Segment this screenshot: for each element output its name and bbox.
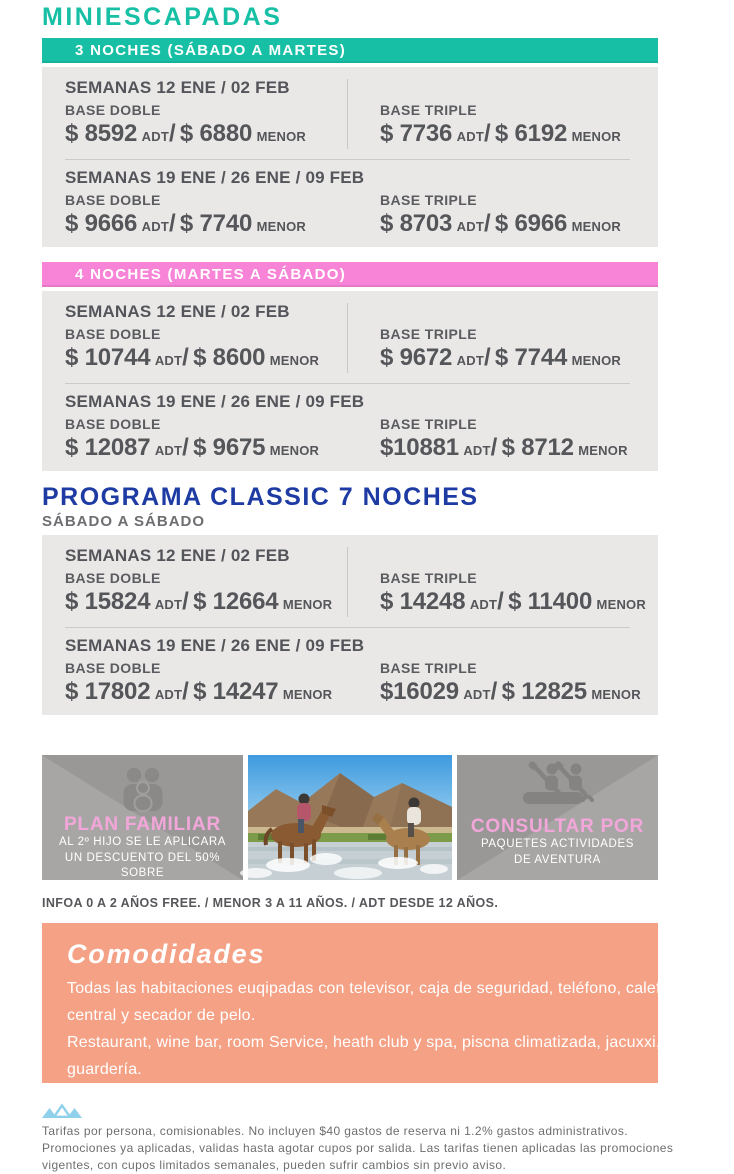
plan-familiar-title: PLAN FAMILIAR — [63, 814, 222, 835]
price-box-3-noches — [42, 67, 658, 247]
adventure-title: CONSULTAR POR — [470, 816, 645, 837]
price-row — [65, 168, 658, 241]
menor-label: MENOR — [571, 219, 621, 234]
price-adt: $ 10744 — [65, 344, 151, 371]
plan-familiar-line: LA TARIFA DE ADULTO. — [73, 882, 212, 895]
plan-familiar-card — [42, 755, 243, 895]
slash: / — [497, 588, 504, 615]
amenities-title: Comodidades — [67, 939, 266, 969]
menor-label: MENOR — [571, 129, 621, 144]
adt-label: ADT — [456, 219, 484, 234]
price-adt: $ 17802 — [65, 678, 151, 705]
age-info: INFOA 0 A 2 AÑOS FREE. / MENOR 3 A 11 AÑOS. / ADT DESDE 12 AÑOS. — [42, 896, 499, 910]
adt-label: ADT — [154, 687, 183, 702]
base-label: BASE TRIPLE — [380, 660, 477, 676]
base-label: BASE DOBLE — [65, 570, 161, 586]
base-triple-block — [380, 101, 658, 151]
slash: / — [182, 344, 189, 371]
adt-label: ADT — [469, 597, 498, 612]
base-label: BASE DOBLE — [65, 102, 161, 118]
adt-label: ADT — [154, 597, 183, 612]
price-line — [380, 433, 658, 465]
menor-label: MENOR — [282, 687, 333, 702]
base-doble-block — [65, 191, 380, 241]
column-divider — [347, 79, 348, 149]
page-title: MINIESCAPADAS — [42, 3, 283, 31]
flyer-page — [42, 3, 734, 1174]
base-triple-block — [380, 659, 658, 709]
row-separator — [65, 383, 630, 384]
price-row — [65, 78, 658, 151]
footer-line: Tarifas por persona, comisionables. No incluyen $40 gastos de reserva ni 1.2% gastos administrativos. — [42, 1124, 629, 1138]
slash: / — [182, 588, 189, 615]
column-divider — [347, 547, 348, 617]
base-label: BASE TRIPLE — [380, 326, 477, 342]
price-row — [65, 392, 658, 465]
base-triple-block — [380, 415, 658, 465]
footer-line: vigentes, con cupos limitados semanales, pueden sufrir cambios sin previo aviso. — [42, 1158, 507, 1172]
price-adt: $ 8592 — [65, 120, 138, 147]
price-menor: $ 14247 — [193, 678, 279, 705]
section-classic-7-noches — [42, 483, 658, 715]
price-box-classic — [42, 535, 658, 715]
slash: / — [490, 678, 498, 705]
adt-label: ADT — [141, 219, 169, 234]
price-line — [65, 587, 380, 619]
price-menor: $ 7740 — [179, 210, 253, 237]
menor-label: MENOR — [269, 443, 320, 458]
weeks-heading: SEMANAS 12 ENE / 02 FEB — [65, 546, 290, 565]
menor-label: MENOR — [571, 353, 621, 368]
menor-label: MENOR — [596, 597, 646, 612]
base-label: BASE DOBLE — [65, 326, 161, 342]
mountains-logo-icon — [42, 1103, 658, 1118]
weeks-heading: SEMANAS 19 ENE / 26 ENE / 09 FEB — [65, 392, 365, 411]
base-triple-block — [380, 191, 658, 241]
amenities-line: Restaurant, wine bar, room Service, heath club y spa, piscna climatizada, jacuxxi, kids club, — [67, 1034, 734, 1051]
price-row — [65, 546, 658, 619]
price-adt: $ 9672 — [380, 344, 453, 371]
slash: / — [169, 120, 176, 147]
section-3-noches — [42, 38, 658, 247]
price-adt: $ 8703 — [380, 210, 453, 237]
adt-label: ADT — [456, 129, 484, 144]
slash: / — [169, 210, 176, 237]
row-separator — [65, 627, 630, 628]
menor-label: MENOR — [256, 219, 306, 234]
base-label: BASE TRIPLE — [380, 570, 477, 586]
base-label: BASE TRIPLE — [380, 102, 477, 118]
price-line — [65, 209, 380, 241]
adventure-line: PAQUETES ACTIVIDADES — [480, 838, 634, 850]
amenities-line: central y secador de pelo. — [67, 1007, 256, 1024]
amenities-line: guardería. — [67, 1061, 142, 1078]
rafting-icon — [457, 762, 658, 815]
price-line — [380, 119, 658, 151]
menor-label: MENOR — [578, 443, 628, 458]
adt-label: ADT — [154, 353, 183, 368]
base-doble-block — [65, 569, 380, 619]
price-adt: $10881 — [380, 434, 459, 461]
slash: / — [484, 120, 491, 147]
price-menor: $ 9675 — [193, 434, 266, 461]
base-doble-block — [65, 415, 380, 465]
base-doble-block — [65, 659, 380, 709]
price-menor: $ 7744 — [494, 344, 568, 371]
base-label: BASE TRIPLE — [380, 192, 477, 208]
adt-label: ADT — [463, 687, 491, 702]
price-row — [65, 636, 658, 709]
base-triple-block — [380, 569, 658, 619]
price-menor: $ 12664 — [193, 588, 279, 615]
price-adt: $ 9666 — [65, 210, 138, 237]
menor-label: MENOR — [591, 687, 641, 702]
price-menor: $ 8712 — [501, 434, 574, 461]
price-menor: $ 8600 — [193, 344, 266, 371]
price-line — [65, 343, 380, 375]
promo-panels — [42, 755, 658, 895]
price-menor: $ 6880 — [179, 120, 253, 147]
adt-label: ADT — [456, 353, 484, 368]
classic-title: PROGRAMA CLASSIC 7 NOCHES — [42, 483, 479, 511]
weeks-heading: SEMANAS 12 ENE / 02 FEB — [65, 78, 290, 97]
price-box-4-noches — [42, 291, 658, 471]
weeks-heading: SEMANAS 19 ENE / 26 ENE / 09 FEB — [65, 168, 365, 187]
plan-familiar-line: UN DESCUENTO DEL 50% SOBRE — [64, 851, 221, 879]
column-divider — [347, 303, 348, 373]
adt-label: ADT — [141, 129, 169, 144]
price-adt: $ 12087 — [65, 434, 151, 461]
family-icon — [42, 767, 243, 811]
price-menor: $ 6966 — [494, 210, 568, 237]
horseback-photo — [248, 755, 452, 880]
slash: / — [182, 678, 189, 705]
price-menor: $ 11400 — [508, 588, 593, 615]
price-adt: $16029 — [380, 678, 459, 705]
base-label: BASE DOBLE — [65, 660, 161, 676]
base-label: BASE DOBLE — [65, 192, 161, 208]
adt-label: ADT — [463, 443, 491, 458]
legal-footer — [42, 1123, 674, 1174]
adventure-card — [457, 755, 658, 880]
price-menor: $ 12825 — [501, 678, 587, 705]
price-menor: $ 6192 — [494, 120, 568, 147]
price-adt: $ 14248 — [380, 588, 466, 615]
footer-line: Promociones ya aplicadas, validas hasta agotar cupos por salida. Las tarifas tienen aplicadas las promociones — [42, 1141, 674, 1155]
menor-label: MENOR — [256, 129, 306, 144]
section-4-noches — [42, 262, 658, 471]
plan-familiar-line: AL 2º HIJO SE LE APLICARA — [58, 836, 227, 848]
menor-label: MENOR — [282, 597, 333, 612]
price-line — [380, 677, 658, 709]
slash: / — [490, 434, 498, 461]
price-line — [65, 119, 380, 151]
base-doble-block — [65, 101, 380, 151]
amenities-box — [42, 923, 734, 1083]
base-triple-block — [380, 325, 658, 375]
base-label: BASE TRIPLE — [380, 416, 477, 432]
price-line — [380, 587, 658, 619]
base-label: BASE DOBLE — [65, 416, 161, 432]
banner-4-noches: 4 NOCHES (MARTES A SÁBADO) — [42, 262, 658, 287]
slash: / — [484, 344, 491, 371]
price-line — [380, 209, 658, 241]
banner-3-noches: 3 NOCHES (SÁBADO A MARTES) — [42, 38, 658, 63]
base-doble-block — [65, 325, 380, 375]
price-adt: $ 15824 — [65, 588, 151, 615]
classic-subtitle: SÁBADO A SÁBADO — [42, 513, 206, 530]
price-line — [65, 677, 380, 709]
price-adt: $ 7736 — [380, 120, 453, 147]
adventure-line: DE AVENTURA — [514, 853, 601, 866]
price-line — [380, 343, 658, 375]
adt-label: ADT — [154, 443, 183, 458]
weeks-heading: SEMANAS 19 ENE / 26 ENE / 09 FEB — [65, 636, 365, 655]
menor-label: MENOR — [269, 353, 320, 368]
price-row — [65, 302, 658, 375]
slash: / — [182, 434, 189, 461]
row-separator — [65, 159, 630, 160]
amenities-line: Todas las habitaciones euqipadas con televisor, caja de seguridad, teléfono, calefacción — [67, 980, 709, 997]
weeks-heading: SEMANAS 12 ENE / 02 FEB — [65, 302, 290, 321]
price-line — [65, 433, 380, 465]
slash: / — [484, 210, 491, 237]
